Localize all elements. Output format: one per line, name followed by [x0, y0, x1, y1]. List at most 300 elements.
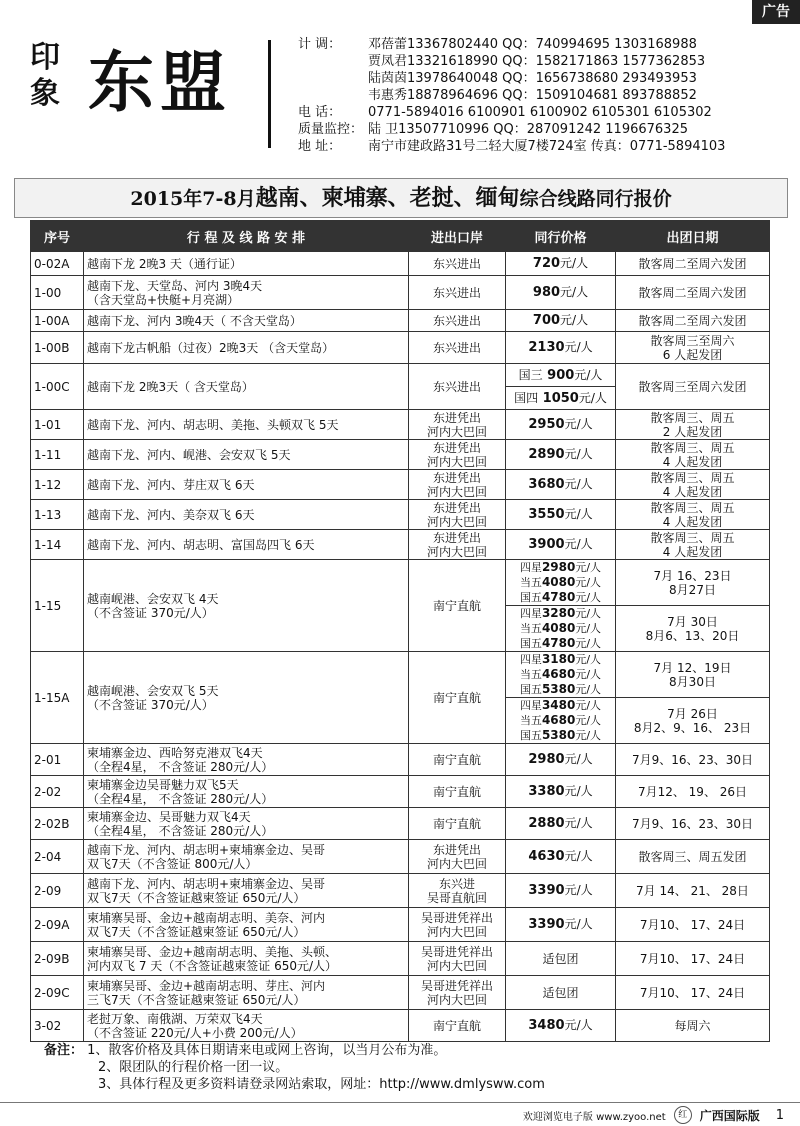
price-unit: 元/人 — [564, 752, 593, 766]
row-route — [84, 470, 409, 500]
page-title — [14, 178, 788, 218]
price-tier — [520, 591, 601, 604]
logo-divider — [268, 40, 271, 148]
tier-price: 3480 — [541, 698, 576, 712]
logo-yin-xiang — [30, 40, 66, 112]
row-route — [84, 874, 409, 908]
tier-unit: 元/人 — [574, 368, 603, 382]
column-header: 序号 — [31, 221, 84, 252]
price-tier — [520, 561, 601, 574]
route-line: （全程4星， 不含签证 280元/人） — [87, 823, 274, 838]
row-price — [506, 530, 616, 560]
route-line: 老挝万象、南俄湖、万荣双飞4天 — [87, 1011, 263, 1026]
row-price — [506, 470, 616, 500]
contact-row — [298, 87, 793, 104]
tier-price: 4780 — [541, 636, 576, 650]
route-line: 柬埔寨吴哥、金边+越南胡志明、美拖、头顿、 — [87, 944, 338, 959]
row-port — [409, 976, 506, 1010]
logo-char-xiang: 象 — [30, 76, 60, 111]
contact-row — [298, 70, 793, 87]
date-line: 6 人起发团 — [662, 347, 723, 362]
route-line: 越南岘港、会安双飞 4天 — [87, 591, 219, 606]
row-date — [616, 276, 770, 310]
tier-price: 2980 — [541, 560, 576, 574]
date-line: 7月9、16、23、30日 — [631, 816, 754, 831]
tier-unit: 元/人 — [575, 653, 602, 666]
table-row — [31, 470, 770, 500]
row-id: 1-00A — [31, 310, 84, 332]
table-row — [31, 276, 770, 310]
price-unit: 元/人 — [564, 447, 593, 461]
row-route — [84, 276, 409, 310]
contact-value: 邓蓓蕾13367802440 QQ：740994695 1303168988 — [368, 37, 697, 52]
contact-key — [298, 70, 368, 87]
tier-label: 当五 — [519, 576, 542, 589]
table-row — [31, 840, 770, 874]
date-line: 散客周三至周六 — [650, 333, 735, 348]
price-unit: 元/人 — [564, 849, 593, 863]
date-line: 7月10、 17、24日 — [639, 917, 746, 932]
route-line: 双飞7天（不含签证越柬签证 650元/人） — [87, 924, 306, 939]
contact-value: 韦惠秀18878964696 QQ：1509104681 893788852 — [368, 88, 697, 103]
date-line: 散客周三、周五 — [650, 470, 735, 485]
row-date — [616, 976, 770, 1010]
row-id: 2-09A — [31, 908, 84, 942]
tier-price: 3180 — [541, 652, 576, 666]
tier-unit: 元/人 — [575, 714, 602, 727]
route-line: 柬埔寨金边、吴哥魅力双飞4天 — [87, 809, 251, 824]
row-date — [616, 310, 770, 332]
footer-stamp: 红 — [674, 1106, 692, 1124]
contact-key: 计 调： — [298, 37, 342, 52]
tier-unit: 元/人 — [575, 699, 602, 712]
tier-price: 1050 — [538, 391, 579, 406]
contact-row — [298, 104, 793, 121]
row-price — [506, 560, 616, 606]
date-line: 7月10、 17、24日 — [639, 985, 746, 1000]
row-route — [84, 840, 409, 874]
title-highlight: 越南、柬埔寨、老挝、缅甸 — [255, 185, 520, 211]
row-price — [506, 744, 616, 776]
price-value: 720 — [532, 256, 561, 271]
footer-edition: 广西国际版 — [699, 1108, 760, 1123]
tier-label: 国四 — [514, 391, 539, 405]
row-price — [506, 840, 616, 874]
port-line: 东进凭出 — [432, 530, 481, 545]
table-row — [31, 942, 770, 976]
price-value: 2890 — [528, 447, 565, 462]
route-line: （全程4星， 不含签证 280元/人） — [87, 759, 274, 774]
row-port — [409, 744, 506, 776]
row-route — [84, 942, 409, 976]
date-line: 8月6、13、20日 — [645, 628, 740, 643]
price-text: 适包团 — [542, 951, 579, 966]
port-line: 河内大巴回 — [426, 544, 487, 559]
note-line: 2、限团队的行程价格一团一议。 — [98, 1060, 289, 1075]
route-line: 越南下龙、河内、芽庄双飞 6天 — [87, 477, 255, 492]
row-port — [409, 470, 506, 500]
footer — [523, 1106, 784, 1124]
logo-name: 东盟 — [88, 43, 232, 121]
tier-unit: 元/人 — [575, 607, 602, 620]
column-header: 同行价格 — [506, 221, 616, 252]
row-date — [616, 808, 770, 840]
row-price — [506, 440, 616, 470]
tier-price: 4080 — [541, 621, 576, 635]
date-line: 散客周三、周五 — [650, 530, 735, 545]
table-row — [31, 776, 770, 808]
route-line: 越南下龙、河内、胡志明+柬埔寨金边、吴哥 — [87, 876, 326, 891]
row-route — [84, 530, 409, 560]
table-row — [31, 908, 770, 942]
route-line: 越南下龙古帆船（过夜）2晚3天 （含天堂岛） — [87, 340, 335, 355]
tier-price: 900 — [542, 368, 575, 383]
port-line: 南宁直航 — [432, 816, 481, 831]
row-route — [84, 976, 409, 1010]
row-date — [616, 698, 770, 744]
date-line: 4 人起发团 — [662, 514, 723, 529]
date-line: 4 人起发团 — [662, 454, 723, 469]
footer-text: 欢迎浏览电子版 www.zyoo.net — [522, 1111, 666, 1123]
price-value: 2950 — [528, 417, 565, 432]
price-unit: 元/人 — [564, 784, 593, 798]
port-line: 南宁直航 — [432, 1018, 481, 1033]
tier-unit: 元/人 — [575, 729, 602, 742]
row-port — [409, 530, 506, 560]
footer-divider — [0, 1102, 800, 1103]
row-route — [84, 908, 409, 942]
table-row — [31, 976, 770, 1010]
price-value: 3680 — [528, 477, 565, 492]
row-id: 3-02 — [31, 1010, 84, 1042]
port-line: 南宁直航 — [432, 598, 481, 613]
date-line: 散客周二至周六发团 — [638, 256, 747, 271]
table-row — [31, 1010, 770, 1042]
tier-unit: 元/人 — [575, 622, 602, 635]
tier-label: 国五 — [519, 683, 542, 696]
contact-key: 电 话： — [298, 105, 342, 120]
price-tier — [506, 364, 615, 386]
row-id: 2-04 — [31, 840, 84, 874]
tier-unit: 元/人 — [575, 576, 602, 589]
tier-label: 当五 — [519, 714, 542, 727]
route-line: （不含签证 370元/人） — [87, 697, 214, 712]
row-price — [506, 976, 616, 1010]
date-line: 7月12、 19、 26日 — [637, 784, 748, 799]
contact-row — [298, 53, 793, 70]
date-line: 7月 16、23日 — [653, 568, 732, 583]
price-tier — [520, 607, 601, 620]
port-line: 河内大巴回 — [426, 484, 487, 499]
notes-label: 备注： — [44, 1043, 84, 1058]
route-line: 越南下龙 2晚3 天（通行证） — [87, 256, 242, 271]
row-id: 1-00 — [31, 276, 84, 310]
port-line: 东进凭出 — [432, 410, 481, 425]
date-line: 8月27日 — [669, 582, 716, 597]
port-line: 东兴进出 — [432, 379, 481, 394]
row-price — [506, 310, 616, 332]
row-date — [616, 252, 770, 276]
row-port — [409, 652, 506, 744]
price-tier — [520, 683, 601, 696]
port-line: 吴哥直航回 — [426, 890, 487, 905]
price-value: 2130 — [528, 340, 565, 355]
port-line: 东兴进 — [438, 876, 475, 891]
date-line: 散客周三、周五发团 — [638, 849, 747, 864]
row-date — [616, 440, 770, 470]
tier-unit: 元/人 — [575, 683, 602, 696]
route-line: 越南下龙、河内、胡志明+柬埔寨金边、吴哥 — [87, 842, 326, 857]
date-line: 散客周三、周五 — [650, 440, 735, 455]
tier-price: 4780 — [541, 590, 576, 604]
tier-label: 国五 — [519, 591, 542, 604]
table-row — [31, 332, 770, 364]
price-tier — [520, 653, 601, 666]
contact-value: 贾凤君13321618990 QQ：1582171863 1577362853 — [368, 54, 706, 69]
row-date — [616, 908, 770, 942]
row-id: 2-02B — [31, 808, 84, 840]
row-price — [506, 276, 616, 310]
row-port — [409, 840, 506, 874]
row-id: 2-09B — [31, 942, 84, 976]
table-row — [31, 530, 770, 560]
row-price — [506, 874, 616, 908]
logo-char-yin: 印 — [30, 40, 60, 75]
date-line: 7月 30日 — [667, 614, 718, 629]
price-unit: 元/人 — [560, 313, 589, 327]
price-value: 3550 — [528, 507, 565, 522]
price-tier — [520, 637, 601, 650]
port-line: 东兴进出 — [432, 313, 481, 328]
row-id: 1-00C — [31, 364, 84, 410]
tier-price: 5380 — [541, 682, 576, 696]
row-price — [506, 942, 616, 976]
route-line: （不含签证 220元/人+小费 200元/人） — [87, 1025, 303, 1040]
port-line: 东进凭出 — [432, 440, 481, 455]
tier-price: 3280 — [541, 606, 576, 620]
notes — [44, 1042, 545, 1093]
row-id: 1-13 — [31, 500, 84, 530]
route-line: 越南下龙、河内、胡志明、富国岛四飞 6天 — [87, 537, 315, 552]
row-price — [506, 1010, 616, 1042]
port-line: 河内大巴回 — [426, 924, 487, 939]
contact-row — [298, 121, 793, 138]
table-header-row — [31, 221, 770, 252]
row-route — [84, 500, 409, 530]
date-line: 7月 26日 — [667, 706, 718, 721]
tier-label: 四星 — [519, 607, 542, 620]
port-line: 东兴进出 — [432, 256, 481, 271]
row-id: 1-14 — [31, 530, 84, 560]
row-port — [409, 276, 506, 310]
row-date — [616, 942, 770, 976]
row-port — [409, 776, 506, 808]
price-unit: 元/人 — [560, 285, 589, 299]
row-route — [84, 332, 409, 364]
row-date — [616, 530, 770, 560]
row-port — [409, 500, 506, 530]
tier-label: 当五 — [519, 622, 542, 635]
price-tier — [520, 622, 601, 635]
row-route — [84, 744, 409, 776]
contact-value: 陆 卫13507710996 QQ：287091242 1196676325 — [368, 122, 688, 137]
price-value: 3380 — [528, 784, 565, 799]
port-line: 东兴进出 — [432, 340, 481, 355]
row-price — [506, 332, 616, 364]
row-route — [84, 310, 409, 332]
row-port — [409, 808, 506, 840]
price-value: 3390 — [528, 883, 565, 898]
tier-label: 国五 — [519, 637, 542, 650]
tier-price: 4080 — [541, 575, 576, 589]
price-value: 2880 — [528, 816, 565, 831]
route-line: 柬埔寨金边吴哥魅力双飞5天 — [87, 777, 239, 792]
row-route — [84, 776, 409, 808]
port-line: 东兴进出 — [432, 285, 481, 300]
price-unit: 元/人 — [564, 816, 593, 830]
price-text: 适包团 — [542, 985, 579, 1000]
row-port — [409, 410, 506, 440]
row-port — [409, 1010, 506, 1042]
price-value: 3390 — [528, 917, 565, 932]
port-line: 河内大巴回 — [426, 958, 487, 973]
route-line: 越南下龙、河内、胡志明、美拖、头顿双飞 5天 — [87, 417, 339, 432]
row-price — [506, 364, 616, 410]
row-date — [616, 500, 770, 530]
table-row — [31, 808, 770, 840]
row-price — [506, 808, 616, 840]
route-line: 越南下龙、天堂岛、河内 3晚4天 — [87, 278, 263, 293]
price-unit: 元/人 — [564, 477, 593, 491]
port-line: 东进凭出 — [432, 500, 481, 515]
table-row — [31, 410, 770, 440]
date-line: 8月2、9、16、 23日 — [633, 720, 752, 735]
price-unit: 元/人 — [564, 417, 593, 431]
date-line: 2 人起发团 — [662, 424, 723, 439]
table-row — [31, 440, 770, 470]
price-value: 2980 — [528, 752, 565, 767]
row-port — [409, 874, 506, 908]
row-route — [84, 364, 409, 410]
price-tier — [520, 576, 601, 589]
tier-label: 国三 — [518, 368, 543, 382]
date-line: 7月 12、19日 — [653, 660, 732, 675]
route-line: 三飞7天（不含签证越柬签证 650元/人） — [87, 992, 306, 1007]
route-line: 越南下龙、河内、岘港、会安双飞 5天 — [87, 447, 291, 462]
price-unit: 元/人 — [564, 1018, 593, 1032]
row-id: 1-15 — [31, 560, 84, 652]
price-value: 4630 — [528, 849, 565, 864]
row-id: 0-02A — [31, 252, 84, 276]
row-price — [506, 410, 616, 440]
row-id: 1-15A — [31, 652, 84, 744]
port-line: 南宁直航 — [432, 784, 481, 799]
row-date — [616, 776, 770, 808]
row-id: 1-12 — [31, 470, 84, 500]
port-line: 南宁直航 — [432, 752, 481, 767]
row-port — [409, 560, 506, 652]
date-line: 散客周三、周五 — [650, 410, 735, 425]
row-price — [506, 500, 616, 530]
contact-key — [298, 53, 368, 70]
table-row — [31, 560, 770, 606]
row-date — [616, 874, 770, 908]
tier-unit: 元/人 — [575, 591, 602, 604]
date-line: 每周六 — [674, 1018, 711, 1033]
row-port — [409, 440, 506, 470]
title-suffix: 综合线路同行报价 — [519, 188, 672, 210]
row-route — [84, 652, 409, 744]
table-row — [31, 652, 770, 698]
note-line: 3、具体行程及更多资料请登录网站索取，网址：http://www.dmlysww.com — [98, 1077, 545, 1092]
row-price — [506, 908, 616, 942]
column-header: 出团日期 — [616, 221, 770, 252]
table-row — [31, 252, 770, 276]
row-price — [506, 652, 616, 698]
row-route — [84, 440, 409, 470]
table-row — [31, 500, 770, 530]
route-line: 越南下龙、河内、美奈双飞 6天 — [87, 507, 255, 522]
route-line: 越南下龙、河内 3晚4天（ 不含天堂岛） — [87, 313, 302, 328]
contact-row — [298, 138, 793, 155]
price-unit: 元/人 — [564, 507, 593, 521]
row-route — [84, 252, 409, 276]
port-line: 河内大巴回 — [426, 514, 487, 529]
date-line: 4 人起发团 — [662, 544, 723, 559]
date-line: 散客周三至周六发团 — [638, 379, 747, 394]
table-row — [31, 874, 770, 908]
port-line: 南宁直航 — [432, 690, 481, 705]
row-price — [506, 776, 616, 808]
tier-unit: 元/人 — [578, 391, 607, 405]
price-tier — [520, 714, 601, 727]
port-line: 东进凭出 — [432, 470, 481, 485]
ad-label: 广告 — [752, 0, 800, 24]
price-unit: 元/人 — [564, 917, 593, 931]
date-line: 散客周二至周六发团 — [638, 285, 747, 300]
contact-key — [298, 87, 368, 104]
date-line: 散客周三、周五 — [650, 500, 735, 515]
row-route — [84, 410, 409, 440]
route-line: （全程4星， 不含签证 280元/人） — [87, 791, 274, 806]
contact-block — [298, 36, 793, 155]
row-id: 2-09 — [31, 874, 84, 908]
tier-price: 4680 — [541, 713, 576, 727]
route-line: 双飞7天（不含签证越柬签证 650元/人） — [87, 890, 306, 905]
page-number: 1 — [775, 1107, 784, 1123]
tier-label: 当五 — [519, 668, 542, 681]
price-value: 980 — [532, 285, 561, 300]
date-line: 散客周二至周六发团 — [638, 313, 747, 328]
tier-label: 国五 — [519, 729, 542, 742]
row-route — [84, 1010, 409, 1042]
route-line: （不含签证 370元/人） — [87, 605, 214, 620]
column-header: 行 程 及 线 路 安 排 — [84, 221, 409, 252]
contact-key: 地 址： — [298, 139, 342, 154]
row-date — [616, 332, 770, 364]
date-line: 4 人起发团 — [662, 484, 723, 499]
column-header: 进出口岸 — [409, 221, 506, 252]
date-line: 8月30日 — [669, 674, 716, 689]
port-line: 河内大巴回 — [426, 424, 487, 439]
price-tier — [520, 699, 601, 712]
table-row — [31, 364, 770, 410]
port-line: 东进凭出 — [432, 842, 481, 857]
route-line: 越南岘港、会安双飞 5天 — [87, 683, 219, 698]
date-line: 7月 14、 21、 28日 — [636, 883, 749, 898]
price-unit: 元/人 — [564, 883, 593, 897]
row-id: 1-11 — [31, 440, 84, 470]
